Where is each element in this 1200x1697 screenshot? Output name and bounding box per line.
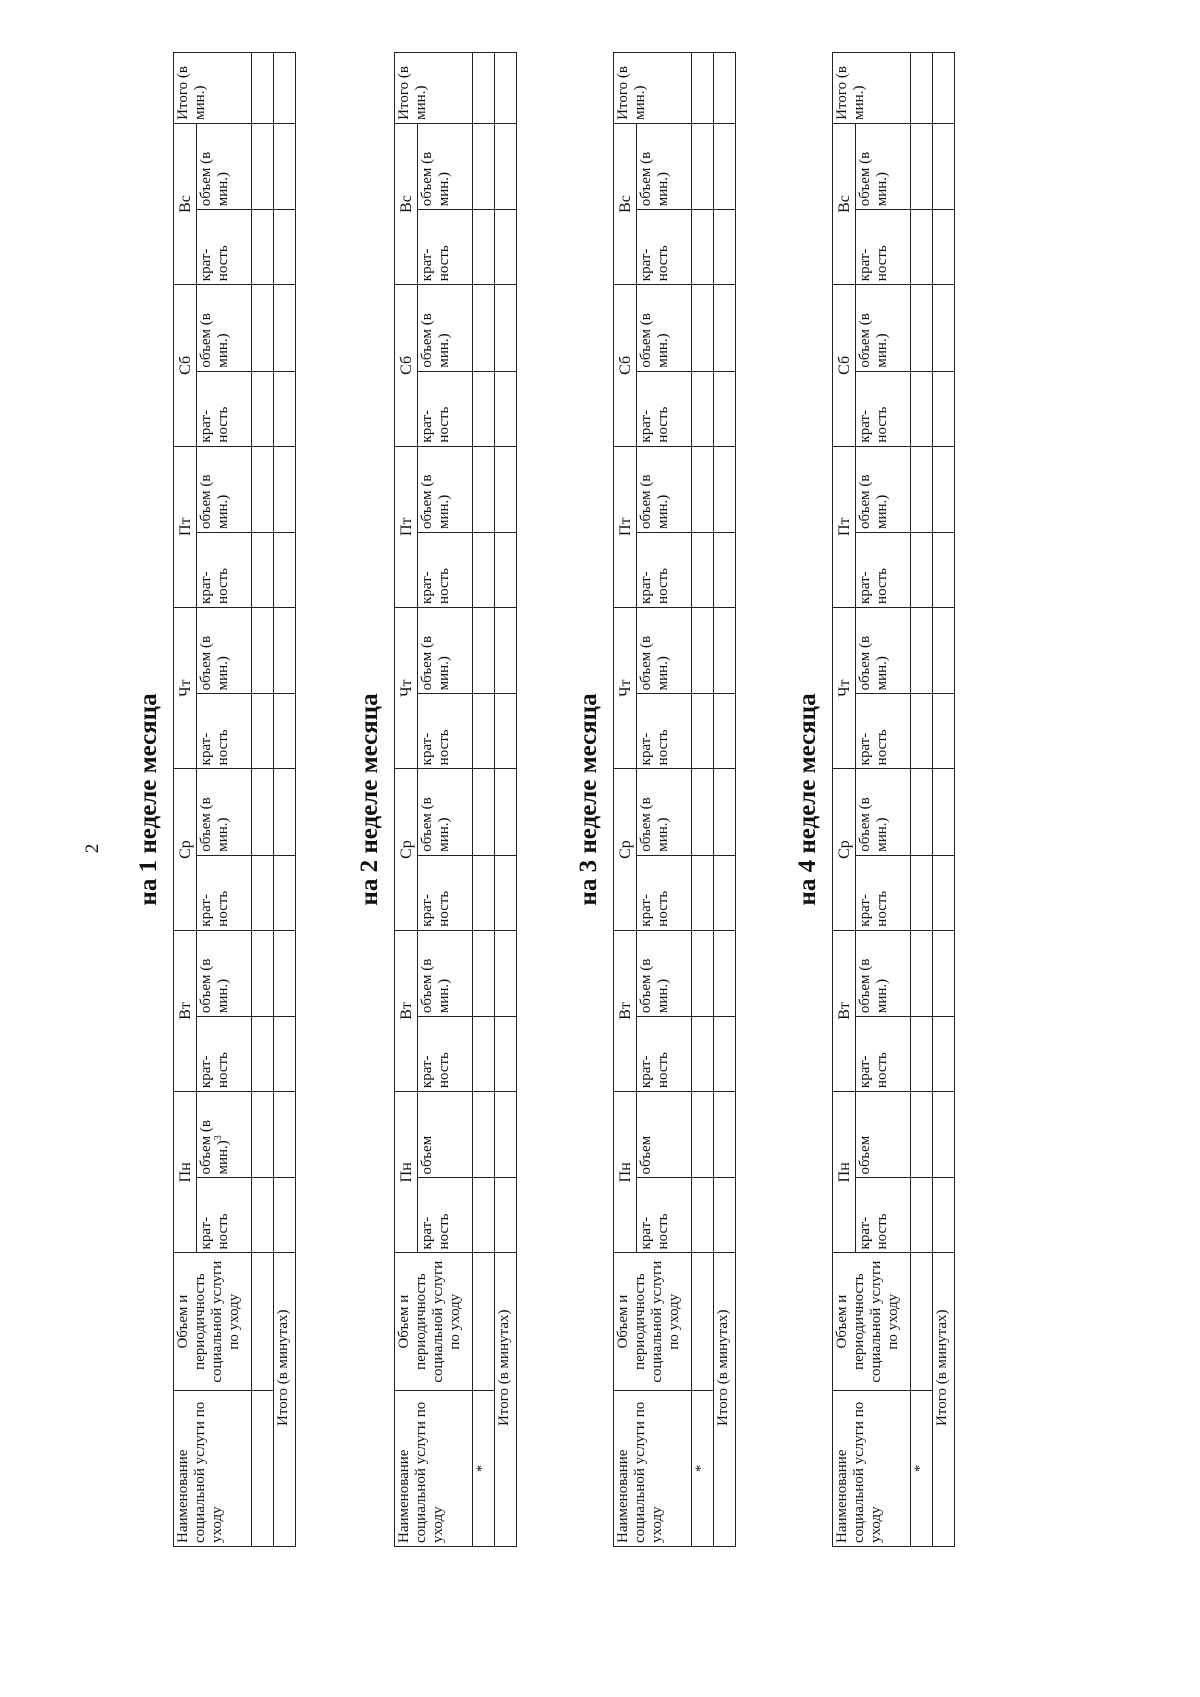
empty-cell: [911, 855, 933, 930]
day-header: Ср: [174, 769, 197, 930]
empty-cell: [933, 210, 955, 285]
day-header: Чт: [614, 607, 637, 768]
obem-header: объем (в мин.): [637, 930, 692, 1016]
day-header: Пт: [833, 446, 856, 607]
empty-cell: [933, 1017, 955, 1092]
row-marker: *: [692, 1390, 714, 1546]
obem-header: объем (в мин.): [637, 123, 692, 209]
name-column-header: Наименование социальной услуги по уходу: [395, 1390, 473, 1546]
empty-cell: [911, 607, 933, 693]
empty-cell: [911, 533, 933, 608]
empty-cell: [714, 694, 736, 769]
empty-cell: [911, 446, 933, 532]
kratnost-header: крат-ность: [856, 210, 911, 285]
empty-cell: [274, 446, 296, 532]
empty-cell: [692, 769, 714, 855]
kratnost-header: крат-ность: [418, 694, 473, 769]
section-title: на 3 неделе месяца: [575, 693, 602, 906]
kratnost-header: крат-ность: [637, 694, 692, 769]
empty-cell: [252, 1253, 274, 1390]
empty-cell: [495, 930, 517, 1016]
kratnost-header: крат-ность: [856, 533, 911, 608]
volume-column-header: Объем и периодичность социальной услуги по уходу: [395, 1253, 473, 1390]
empty-cell: [252, 285, 274, 371]
total-column-header: Итого (в мин.): [395, 53, 473, 124]
empty-cell: [911, 930, 933, 1016]
empty-cell: [933, 769, 955, 855]
day-header: Чт: [833, 607, 856, 768]
empty-cell: [692, 855, 714, 930]
obem-label: объем (в мин.): [198, 1119, 231, 1175]
kratnost-header: крат-ность: [197, 533, 252, 608]
obem-header: объем: [637, 1092, 692, 1178]
day-header: Сб: [395, 285, 418, 446]
kratnost-header: крат-ность: [197, 855, 252, 930]
empty-cell: [274, 123, 296, 209]
kratnost-header: крат-ность: [418, 1178, 473, 1253]
obem-header: объем (в мин.): [418, 446, 473, 532]
empty-cell: [714, 285, 736, 371]
day-header: Вт: [395, 930, 418, 1091]
section-title: на 1 неделе месяца: [135, 693, 162, 906]
obem-header: объем (в мин.): [197, 607, 252, 693]
empty-cell: [933, 607, 955, 693]
empty-cell: [692, 285, 714, 371]
empty-cell: [274, 53, 296, 124]
obem-header: [197, 1092, 252, 1178]
empty-cell: [252, 607, 274, 693]
empty-cell: [933, 371, 955, 446]
schedule-table: [394, 52, 517, 1547]
volume-column-header: Объем и периодичность социальной услуги по уходу: [833, 1253, 911, 1390]
empty-cell: [714, 930, 736, 1016]
empty-cell: [692, 930, 714, 1016]
empty-cell: [252, 1092, 274, 1178]
empty-cell: [692, 1017, 714, 1092]
obem-header: объем (в мин.): [856, 930, 911, 1016]
empty-cell: [252, 694, 274, 769]
day-header: Пт: [395, 446, 418, 607]
day-header: Вс: [614, 123, 637, 284]
total-row-label: Итого (в минутах): [495, 1253, 517, 1547]
name-column-header: Наименование социальной услуги по уходу: [614, 1390, 692, 1546]
total-row-label: Итого (в минутах): [714, 1253, 736, 1547]
empty-cell: [274, 1178, 296, 1253]
empty-cell: [933, 930, 955, 1016]
empty-cell: [495, 694, 517, 769]
empty-cell: [714, 1092, 736, 1178]
empty-cell: [933, 855, 955, 930]
name-column-header: Наименование социальной услуги по уходу: [833, 1390, 911, 1546]
obem-header: объем (в мин.): [418, 930, 473, 1016]
day-header: Чт: [395, 607, 418, 768]
kratnost-header: крат-ность: [197, 1178, 252, 1253]
kratnost-header: крат-ность: [637, 533, 692, 608]
day-header: Пн: [395, 1092, 418, 1253]
empty-cell: [252, 533, 274, 608]
schedule-table: [173, 52, 296, 1547]
empty-cell: [495, 285, 517, 371]
empty-cell: [933, 533, 955, 608]
obem-header: объем: [418, 1092, 473, 1178]
obem-header: объем (в мин.): [197, 123, 252, 209]
day-header: Ср: [395, 769, 418, 930]
schedule-table: [832, 52, 955, 1547]
kratnost-header: крат-ность: [418, 855, 473, 930]
empty-cell: [714, 446, 736, 532]
empty-cell: [714, 371, 736, 446]
empty-cell: [933, 123, 955, 209]
empty-cell: [274, 285, 296, 371]
empty-cell: [274, 1092, 296, 1178]
kratnost-header: крат-ность: [197, 1017, 252, 1092]
day-header: Пн: [833, 1092, 856, 1253]
empty-cell: [714, 1017, 736, 1092]
empty-cell: [692, 1092, 714, 1178]
day-header: Пт: [614, 446, 637, 607]
kratnost-header: крат-ность: [637, 1017, 692, 1092]
empty-cell: [495, 1017, 517, 1092]
row-marker: *: [911, 1390, 933, 1546]
empty-cell: [714, 855, 736, 930]
empty-cell: [911, 1253, 933, 1390]
empty-cell: [692, 446, 714, 532]
empty-cell: [692, 371, 714, 446]
empty-cell: [692, 533, 714, 608]
empty-cell: [911, 1092, 933, 1178]
volume-column-header: Объем и периодичность социальной услуги по уходу: [614, 1253, 692, 1390]
empty-cell: [473, 1178, 495, 1253]
kratnost-header: крат-ность: [418, 210, 473, 285]
empty-cell: [911, 694, 933, 769]
empty-cell: [274, 930, 296, 1016]
empty-cell: [495, 1092, 517, 1178]
empty-cell: [274, 533, 296, 608]
empty-cell: [473, 855, 495, 930]
empty-cell: [252, 53, 274, 124]
empty-cell: [911, 123, 933, 209]
obem-header: объем (в мин.): [856, 285, 911, 371]
empty-cell: [274, 210, 296, 285]
empty-cell: [933, 446, 955, 532]
empty-cell: [252, 1017, 274, 1092]
day-header: Пт: [174, 446, 197, 607]
footnote-mark: 3: [213, 1135, 224, 1141]
kratnost-header: крат-ность: [856, 694, 911, 769]
empty-cell: [473, 371, 495, 446]
empty-cell: [473, 930, 495, 1016]
empty-cell: [473, 607, 495, 693]
kratnost-header: крат-ность: [637, 1178, 692, 1253]
name-column-header: Наименование социальной услуги по уходу: [174, 1390, 252, 1546]
empty-cell: [911, 1178, 933, 1253]
total-column-header: Итого (в мин.): [833, 53, 911, 124]
day-header: Ср: [614, 769, 637, 930]
empty-cell: [495, 210, 517, 285]
empty-cell: [911, 285, 933, 371]
empty-cell: [911, 53, 933, 124]
empty-cell: [495, 533, 517, 608]
empty-cell: [714, 533, 736, 608]
empty-cell: [274, 1017, 296, 1092]
empty-cell: [714, 1178, 736, 1253]
empty-cell: [714, 210, 736, 285]
obem-header: объем (в мин.): [856, 446, 911, 532]
empty-cell: [252, 123, 274, 209]
empty-cell: [495, 371, 517, 446]
obem-header: объем (в мин.): [637, 285, 692, 371]
kratnost-header: крат-ность: [637, 210, 692, 285]
empty-cell: [274, 371, 296, 446]
obem-header: объем: [856, 1092, 911, 1178]
obem-header: объем (в мин.): [418, 607, 473, 693]
empty-cell: [473, 533, 495, 608]
empty-cell: [495, 53, 517, 124]
volume-column-header: Объем и периодичность социальной услуги по уходу: [174, 1253, 252, 1390]
empty-cell: [252, 446, 274, 532]
empty-cell: [473, 210, 495, 285]
kratnost-header: крат-ность: [197, 210, 252, 285]
empty-cell: [495, 123, 517, 209]
empty-cell: [473, 285, 495, 371]
total-column-header: Итого (в мин.): [174, 53, 252, 124]
empty-cell: [252, 930, 274, 1016]
empty-cell: [495, 446, 517, 532]
empty-cell: [933, 694, 955, 769]
kratnost-header: крат-ность: [637, 855, 692, 930]
kratnost-header: крат-ность: [856, 371, 911, 446]
empty-cell: [692, 694, 714, 769]
total-row-label: Итого (в минутах): [933, 1253, 955, 1547]
section-title: на 4 неделе месяца: [794, 693, 821, 906]
obem-header: объем (в мин.): [637, 446, 692, 532]
empty-cell: [473, 53, 495, 124]
obem-header: объем (в мин.): [856, 607, 911, 693]
day-header: Пн: [174, 1092, 197, 1253]
obem-header: объем (в мин.): [637, 769, 692, 855]
empty-cell: [274, 607, 296, 693]
empty-cell: [692, 53, 714, 124]
empty-cell: [933, 285, 955, 371]
empty-cell: [274, 769, 296, 855]
kratnost-header: крат-ность: [418, 371, 473, 446]
day-header: Вс: [395, 123, 418, 284]
empty-cell: [692, 123, 714, 209]
obem-header: объем (в мин.): [856, 123, 911, 209]
section-title: на 2 неделе месяца: [356, 693, 383, 906]
row-marker: *: [473, 1390, 495, 1546]
empty-cell: [274, 694, 296, 769]
obem-header: объем (в мин.): [637, 607, 692, 693]
empty-cell: [692, 1253, 714, 1390]
empty-cell: [933, 53, 955, 124]
empty-cell: [933, 1092, 955, 1178]
schedule-table: [613, 52, 736, 1547]
empty-cell: [252, 1390, 274, 1546]
obem-header: объем (в мин.): [418, 123, 473, 209]
empty-cell: [473, 769, 495, 855]
empty-cell: [252, 1178, 274, 1253]
obem-header: объем (в мин.): [197, 446, 252, 532]
day-header: Вс: [833, 123, 856, 284]
empty-cell: [473, 1253, 495, 1390]
empty-cell: [911, 371, 933, 446]
empty-cell: [473, 446, 495, 532]
empty-cell: [252, 210, 274, 285]
empty-cell: [933, 1178, 955, 1253]
empty-cell: [473, 694, 495, 769]
empty-cell: [692, 1178, 714, 1253]
empty-cell: [692, 607, 714, 693]
kratnost-header: крат-ность: [197, 371, 252, 446]
total-row-label: Итого (в минутах): [274, 1253, 296, 1547]
day-header: Пн: [614, 1092, 637, 1253]
empty-cell: [911, 1017, 933, 1092]
page-number: 2: [82, 843, 103, 854]
obem-header: объем (в мин.): [418, 769, 473, 855]
kratnost-header: крат-ность: [418, 533, 473, 608]
empty-cell: [252, 855, 274, 930]
kratnost-header: крат-ность: [856, 1178, 911, 1253]
day-header: Сб: [833, 285, 856, 446]
day-header: Вт: [833, 930, 856, 1091]
day-header: Вс: [174, 123, 197, 284]
empty-cell: [495, 855, 517, 930]
empty-cell: [692, 210, 714, 285]
day-header: Вт: [174, 930, 197, 1091]
day-header: Вт: [614, 930, 637, 1091]
obem-header: объем (в мин.): [197, 930, 252, 1016]
empty-cell: [252, 769, 274, 855]
empty-cell: [714, 123, 736, 209]
empty-cell: [252, 371, 274, 446]
kratnost-header: крат-ность: [418, 1017, 473, 1092]
empty-cell: [714, 53, 736, 124]
obem-header: объем (в мин.): [197, 285, 252, 371]
empty-cell: [473, 1092, 495, 1178]
kratnost-header: крат-ность: [856, 1017, 911, 1092]
obem-header: объем (в мин.): [418, 285, 473, 371]
empty-cell: [495, 607, 517, 693]
empty-cell: [911, 769, 933, 855]
day-header: Сб: [174, 285, 197, 446]
empty-cell: [495, 769, 517, 855]
kratnost-header: крат-ность: [856, 855, 911, 930]
day-header: Ср: [833, 769, 856, 930]
day-header: Сб: [614, 285, 637, 446]
obem-header: объем (в мин.): [856, 769, 911, 855]
kratnost-header: крат-ность: [637, 371, 692, 446]
empty-cell: [495, 1178, 517, 1253]
empty-cell: [274, 855, 296, 930]
empty-cell: [911, 210, 933, 285]
empty-cell: [714, 607, 736, 693]
empty-cell: [714, 769, 736, 855]
kratnost-header: крат-ность: [197, 694, 252, 769]
empty-cell: [473, 123, 495, 209]
total-column-header: Итого (в мин.): [614, 53, 692, 124]
empty-cell: [473, 1017, 495, 1092]
day-header: Чт: [174, 607, 197, 768]
obem-header: объем (в мин.): [197, 769, 252, 855]
